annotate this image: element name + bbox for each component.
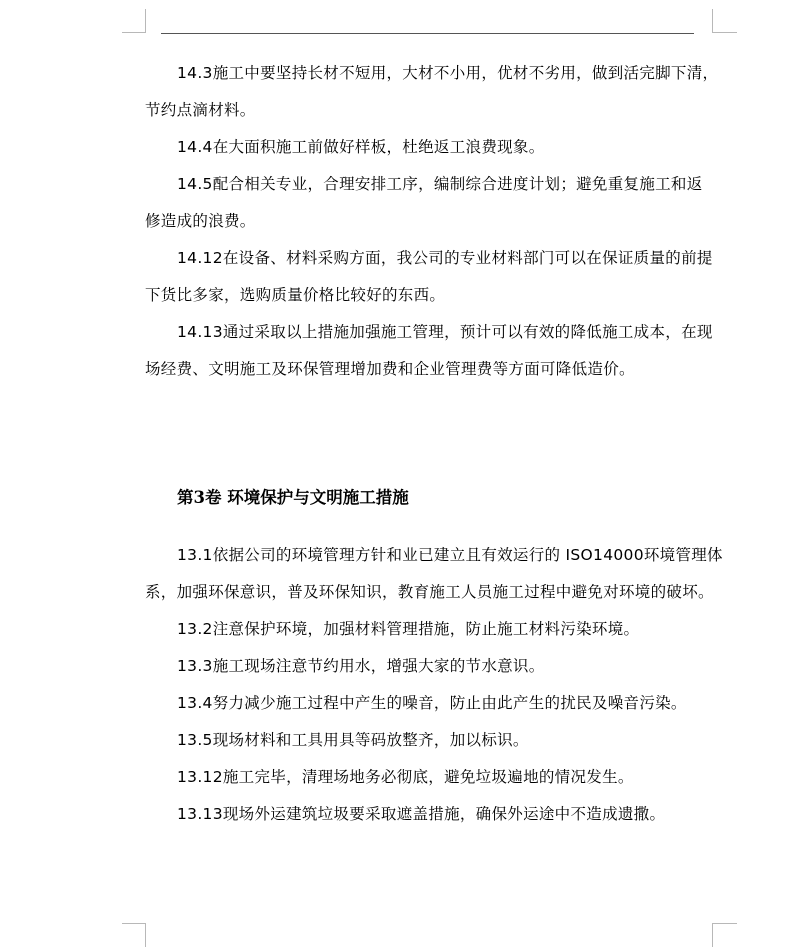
- paragraph-13-12: 13.12施工完毕，清理场地务必彻底，避免垃圾遍地的情况发生。: [177, 768, 634, 786]
- paragraph-13-13: 13.13现场外运建筑垃圾要采取遮盖措施，确保外运途中不造成遗撒。: [177, 805, 666, 823]
- section-heading: 第3卷 环境保护与文明施工措施: [177, 488, 409, 507]
- crop-mark-top-left-v: [145, 9, 146, 33]
- paragraph-14-5-line-2: 修造成的浪费。: [145, 212, 256, 230]
- paragraph-14-13-line-1: 14.13通过采取以上措施加强施工管理，预计可以有效的降低施工成本，在现: [177, 323, 713, 341]
- paragraph-14-13-line-2: 场经费、文明施工及环保管理增加费和企业管理费等方面可降低造价。: [145, 360, 635, 378]
- paragraph-13-3: 13.3施工现场注意节约用水，增强大家的节水意识。: [177, 657, 545, 675]
- crop-mark-top-right-v: [712, 9, 713, 33]
- paragraph-14-12-line-1: 14.12在设备、材料采购方面，我公司的专业材料部门可以在保证质量的前提: [177, 249, 713, 267]
- paragraph-13-1-line-2: 系，加强环保意识，普及环保知识，教育施工人员施工过程中避免对环境的破坏。: [145, 583, 714, 601]
- crop-mark-bottom-right-v: [712, 923, 713, 947]
- paragraph-14-3-line-2: 节约点滴材料。: [145, 101, 256, 119]
- header-rule: [161, 33, 694, 34]
- paragraph-14-4-line-1: 14.4在大面积施工前做好样板，杜绝返工浪费现象。: [177, 138, 545, 156]
- crop-mark-top-right-h: [713, 32, 737, 33]
- crop-mark-top-left-h: [122, 32, 146, 33]
- crop-mark-bottom-left-v: [145, 923, 146, 947]
- paragraph-13-1-line-1: 13.1依据公司的环境管理方针和业已建立且有效运行的 ISO14000环境管理体: [177, 546, 723, 564]
- crop-mark-bottom-right-h: [713, 923, 737, 924]
- paragraph-14-5-line-1: 14.5配合相关专业，合理安排工序，编制综合进度计划；避免重复施工和返: [177, 175, 703, 193]
- paragraph-14-3-line-1: 14.3施工中要坚持长材不短用，大材不小用，优材不劣用，做到活完脚下清，: [177, 64, 719, 82]
- paragraph-13-4: 13.4努力减少施工过程中产生的噪音，防止由此产生的扰民及噪音污染。: [177, 694, 687, 712]
- paragraph-14-12-line-2: 下货比多家，选购质量价格比较好的东西。: [145, 286, 446, 304]
- paragraph-13-2: 13.2注意保护环境，加强材料管理措施，防止施工材料污染环境。: [177, 620, 640, 638]
- crop-mark-bottom-left-h: [122, 923, 146, 924]
- paragraph-13-5: 13.5现场材料和工具用具等码放整齐，加以标识。: [177, 731, 529, 749]
